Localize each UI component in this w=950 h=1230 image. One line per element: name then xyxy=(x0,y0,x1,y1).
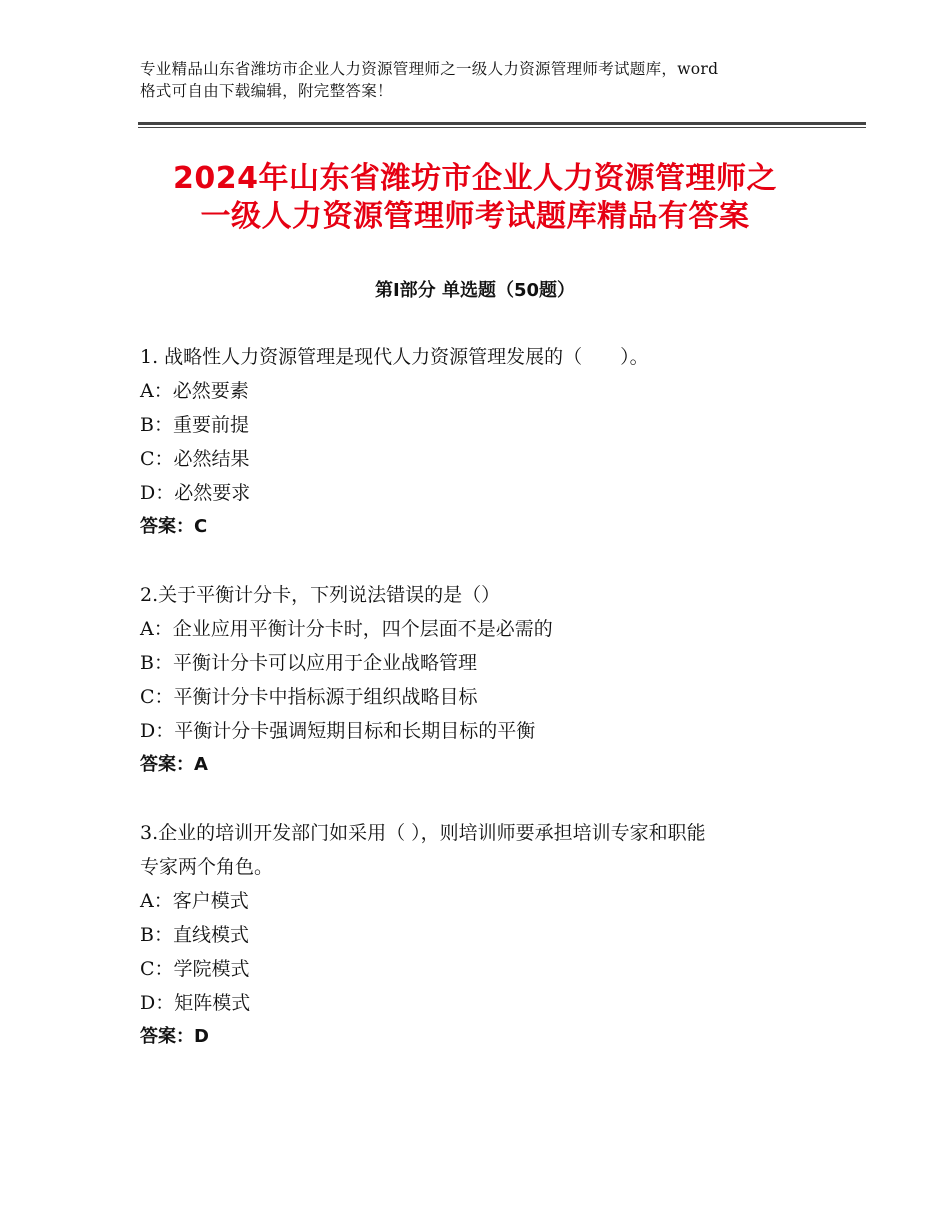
question-3 xyxy=(140,816,820,1054)
option-c: C：学院模式 xyxy=(140,958,250,980)
option-d: D：必然要求 xyxy=(140,482,251,504)
header-note-line-1: 专业精品山东省潍坊市企业人力资源管理师之一级人力资源管理师考试题库，word xyxy=(140,60,719,78)
question-stem: 2.关于平衡计分卡，下列说法错误的是（） xyxy=(140,584,501,606)
question-stem-line-1: 3.企业的培训开发部门如采用（ ），则培训师要承担培训专家和职能 xyxy=(140,822,706,844)
question-stem-line-2: 专家两个角色。 xyxy=(140,856,274,878)
answer-label: 答案：C xyxy=(140,516,208,537)
option-b: B：直线模式 xyxy=(140,924,249,946)
option-a: A：必然要素 xyxy=(140,380,249,402)
option-b: B：平衡计分卡可以应用于企业战略管理 xyxy=(140,652,477,674)
document-title-line-1: 2024年山东省潍坊市企业人力资源管理师之 xyxy=(173,161,777,196)
option-a: A：客户模式 xyxy=(140,890,249,912)
header-divider-thin xyxy=(138,127,866,128)
question-list xyxy=(140,340,820,1088)
option-d: D：平衡计分卡强调短期目标和长期目标的平衡 xyxy=(140,720,536,742)
section-title: 第Ⅰ部分 单选题（50题） xyxy=(374,280,575,301)
header-note-line-2: 格式可自由下载编辑，附完整答案！ xyxy=(140,82,393,100)
question-1 xyxy=(140,340,820,544)
option-d: D：矩阵模式 xyxy=(140,992,251,1014)
option-c: C：平衡计分卡中指标源于组织战略目标 xyxy=(140,686,478,708)
option-b: B：重要前提 xyxy=(140,414,249,436)
header-note xyxy=(140,58,830,102)
question-2 xyxy=(140,578,820,782)
answer-label: 答案：D xyxy=(140,1026,209,1047)
document-title xyxy=(110,160,840,236)
header-divider-thick xyxy=(138,122,866,125)
option-c: C：必然结果 xyxy=(140,448,250,470)
answer-label: 答案：A xyxy=(140,754,208,775)
option-a: A：企业应用平衡计分卡时，四个层面不是必需的 xyxy=(140,618,553,640)
document-title-line-2: 一级人力资源管理师考试题库精品有答案 xyxy=(200,199,750,234)
question-stem: 1. 战略性人力资源管理是现代人力资源管理发展的（ ）。 xyxy=(140,346,649,368)
